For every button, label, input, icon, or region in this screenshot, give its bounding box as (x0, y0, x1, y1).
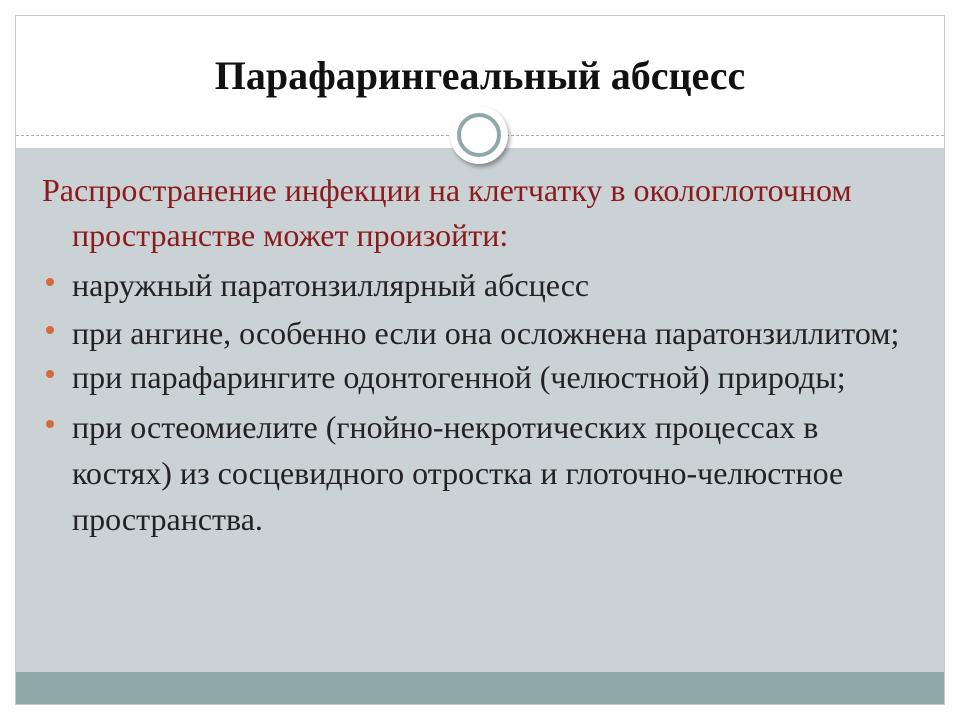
bullet-item (42, 404, 922, 542)
bullet-dot-icon (46, 370, 54, 378)
bullet-dot-icon (46, 326, 54, 334)
ring-icon (450, 106, 508, 164)
slide (15, 15, 945, 705)
bullet-dot-icon (46, 278, 54, 286)
bullet-text: при остеомиелите (гнойно-некротических процессах в костях) из сосцевидного отростка и глоточно-челюстное пространства. (72, 409, 844, 537)
bullet-item (42, 310, 922, 356)
bullet-text: при парафарингите одонтогенной (челюстной) природы; (72, 359, 846, 395)
bullet-dot-icon (46, 420, 54, 428)
bullet-text: при ангине, особенно если она осложнена паратонзиллитом; (72, 315, 900, 351)
footer-bar (16, 672, 944, 704)
bullet-item (42, 354, 922, 400)
bullet-list (42, 262, 922, 544)
slide-title: Парафарингеальный абсцесс (214, 53, 746, 98)
intro-text: Распространение инфекции на клетчатку в окологлоточном пространстве может произойти: (42, 172, 852, 253)
bullet-text: наружный паратонзиллярный абсцесс (72, 267, 590, 303)
ring-inner (457, 113, 501, 157)
bullet-item (42, 262, 922, 308)
